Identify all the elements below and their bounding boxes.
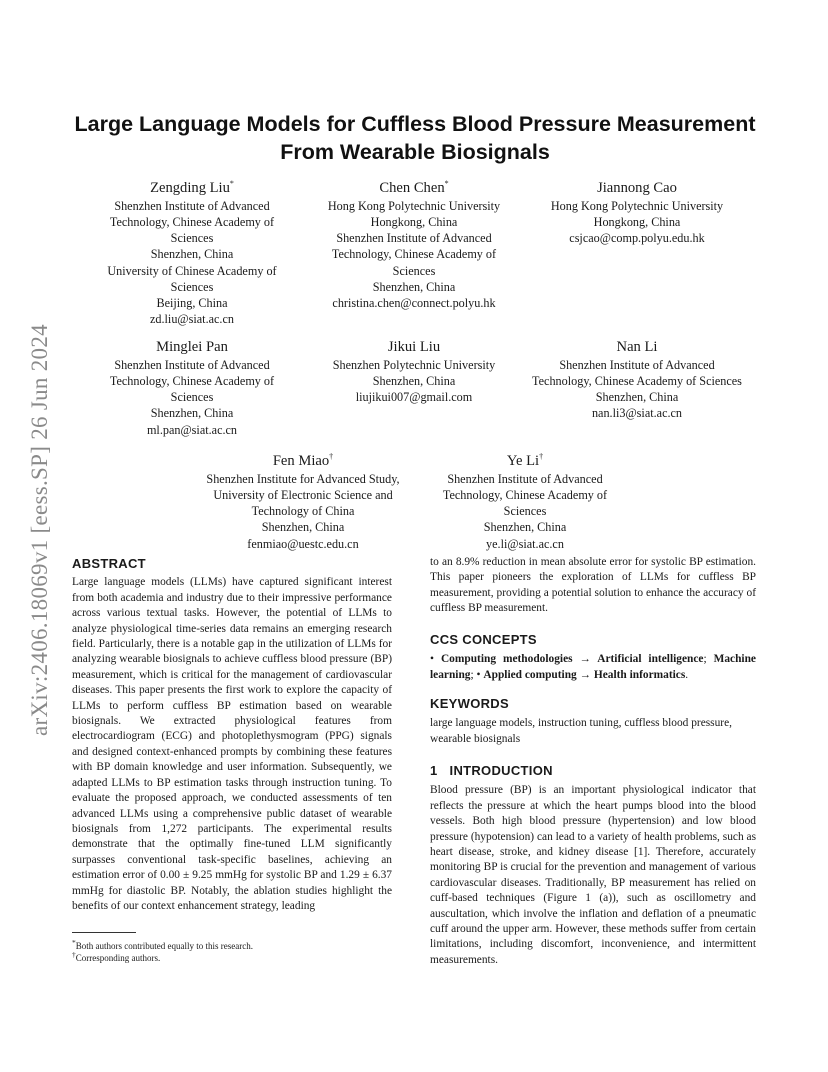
author-email: nan.li3@siat.ac.cn [591, 406, 683, 421]
author-affiliation: Hong Kong Polytechnic University [550, 198, 724, 213]
author-location: Shenzhen, China [483, 520, 567, 535]
author-affiliation: Shenzhen Institute of Advanced Technology, Chinese Academy of Sciences [109, 357, 275, 405]
author-name: Zengding Liu* [150, 179, 234, 196]
author-name: Ye Li† [506, 452, 544, 469]
author-block [532, 175, 742, 246]
author-affiliation: Shenzhen Institute for Advanced Study, University of Electronic Science and Technology of China [206, 471, 400, 519]
author-block [90, 334, 294, 438]
author-block [90, 175, 294, 327]
author-affiliation: University of Chinese Academy of Sciences [107, 263, 277, 294]
author-location: Shenzhen, China [595, 390, 679, 405]
author-block [202, 448, 404, 552]
author-location: Shenzhen, China [372, 374, 456, 389]
author-location: Shenzhen, China [150, 406, 234, 421]
abstract-text: Large language models (LLMs) have captured significant interest from both academia and industry due to their impressive performance across various textual tasks. However, the potential of LLMs to analyze physiological time-series data remains an emerging research field. Particularly, there is a notable gap in the utilization of LLMs for analyzing wearable biosignals to achieve cuffless blood pressure (BP) measurement, which is critical for the management of cardiovascular diseases. This paper presents the first work to explore the capacity of LLMs to perform cuffless BP estimation based on wearable biosignals. We extracted physiological features from electrocardiogram (ECG) and photoplethysmogram (PPG) signals and designed context-enhanced prompts by combining these features with BP domain knowledge and user information. Subsequently, we adapted LLMs to BP estimation tasks through instruction tuning. To evaluate the proposed approach, we conducted assessments of ten advanced LLMs using a comprehensive public dataset of wearable biosignals from 1,272 participants. The experimental results demonstrate that the optimally fine-tuned LLM significantly surpasses conventional task-specific baselines, achieving an estimation error of 0.00 ± 9.25 mmHg for systolic BP and 1.29 ± 6.37 mmHg for diastolic BP. Notably, the ablation studies highlight the benefits of our context enhancement strategy, leading [72, 576, 392, 912]
author-email: ye.li@siat.ac.cn [486, 536, 564, 551]
abstract-continued: to an 8.9% reduction in mean absolute error for systolic BP estimation. This paper pioneers the exploration of LLMs for cuffless BP measurement, providing a potential solution to enhance the accuracy of cuffless BP measurement. [430, 556, 756, 615]
footnote-corresponding: †Corresponding authors. [72, 950, 161, 963]
author-name: Chen Chen* [379, 179, 449, 196]
ccs-section [430, 632, 756, 683]
introduction-heading: 1 INTRODUCTION [430, 763, 553, 778]
author-name: Minglei Pan [156, 338, 228, 355]
keywords-text: large language models, instruction tuning, cuffless blood pressure, wearable biosignals [430, 717, 733, 745]
author-email: christina.chen@connect.polyu.hk [332, 296, 496, 311]
author-location: Hongkong, China [370, 215, 458, 230]
author-email: fenmiao@uestc.edu.cn [247, 536, 359, 551]
author-block [313, 175, 515, 311]
author-block [313, 334, 515, 405]
author-email: ml.pan@siat.ac.cn [146, 422, 238, 437]
introduction-section [430, 763, 756, 968]
author-affiliation: Shenzhen Polytechnic University [332, 357, 496, 372]
author-name: Jikui Liu [387, 338, 441, 355]
author-location: Beijing, China [156, 296, 228, 311]
abstract-section [72, 556, 392, 914]
author-location: Shenzhen, China [261, 520, 345, 535]
author-block [424, 448, 626, 552]
author-name: Nan Li [616, 338, 658, 355]
author-location: Shenzhen, China [150, 247, 234, 262]
author-block [532, 334, 742, 422]
author-name: Fen Miao† [272, 452, 334, 469]
keywords-heading: KEYWORDS [430, 696, 509, 711]
author-affiliation: Shenzhen Institute of Advanced Technology, Chinese Academy of Sciences [442, 471, 608, 519]
footnote-equal-contribution: *Both authors contributed equally to this research. [72, 938, 253, 951]
abstract-heading: ABSTRACT [72, 556, 146, 571]
introduction-text: Blood pressure (BP) is an important physiological indicator that reflects the pressure at which the heart pumps blood into the blood vessels. Both high blood pressure (hypertension) and low blood pressure (hypotension) can lead to a variety of health problems, such as heart disease, stroke, and kidney disease [1]. Therefore, accurately monitoring BP is crucial for the prevention and management of various cardiovascular diseases. Traditionally, BP measurement has relied on cuff-based techniques (Figure 1 (a)), such as oscillometry and auscultation, which involve the inflation and deflation of a pneumatic cuff around the upper arm. However, these methods suffer from certain limitations, including discomfort, inconvenience, and intermittent measurements. [430, 784, 756, 966]
arxiv-stamp: arXiv:2406.18069v1 [eess.SP] 26 Jun 2024 [27, 324, 52, 736]
footnote-rule [72, 932, 136, 933]
author-affiliation: Shenzhen Institute of Advanced Technology, Chinese Academy of Sciences [109, 198, 275, 246]
author-email: liujikui007@gmail.com [355, 390, 473, 405]
ccs-heading: CCS CONCEPTS [430, 632, 537, 647]
author-affiliation: Shenzhen Institute of Advanced Technology, Chinese Academy of Sciences [532, 357, 742, 389]
ccs-concepts-text: • Computing methodologies → Artificial intelligence; Machine learning; • Applied computing → Health informatics. [430, 653, 756, 681]
author-affiliation: Hong Kong Polytechnic University [327, 198, 501, 213]
paper-title: Large Language Models for Cuffless Blood Pressure Measurement From Wearable Biosignals [74, 112, 756, 164]
author-email: zd.liu@siat.ac.cn [150, 312, 234, 327]
author-affiliation: Shenzhen Institute of Advanced Technology, Chinese Academy of Sciences [331, 231, 497, 278]
author-name: Jiannong Cao [597, 179, 677, 196]
author-email: csjcao@comp.polyu.edu.hk [569, 231, 705, 246]
author-location: Hongkong, China [593, 215, 681, 230]
author-location: Shenzhen, China [372, 279, 456, 294]
keywords-section [430, 696, 756, 747]
